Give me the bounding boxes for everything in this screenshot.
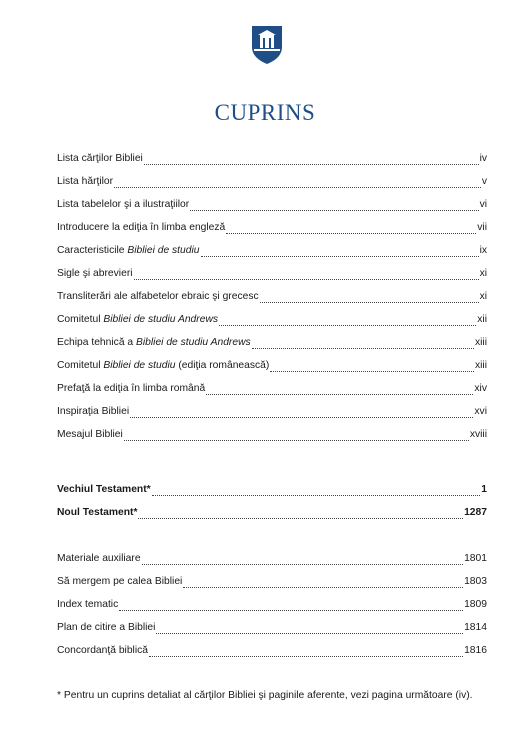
dot-leader: [130, 416, 473, 418]
toc-entry[interactable]: [57, 380, 487, 398]
toc-entry-title-part: Bibliei de studiu Andrews: [136, 337, 251, 348]
toc-entry-title-part: Materiale auxiliare: [57, 553, 141, 564]
toc-entry-title-part: Caracteristicile: [57, 245, 128, 256]
toc-entry-page-number: xiv: [474, 383, 487, 394]
dot-leader: [152, 494, 481, 496]
toc-entry-title-part: Bibliei de studiu Andrews: [103, 314, 219, 325]
toc-entry-title-part: Noul Testament*: [57, 507, 138, 518]
toc-entry[interactable]: [57, 619, 487, 637]
toc-entry-title-part: Mesajul Bibliei: [57, 429, 123, 440]
toc-entry-title: [57, 196, 189, 214]
dot-leader: [206, 393, 473, 395]
toc-entry-page-number: xiii: [474, 337, 487, 348]
toc-entry[interactable]: [57, 196, 487, 214]
institution-shield-logo-icon: [251, 25, 283, 65]
toc-entry-page-number: 1: [481, 484, 487, 495]
toc-entry-title-part: Transliterări ale alfabetelor ebraic şi grecesc: [57, 291, 259, 302]
dot-leader: [138, 517, 463, 519]
toc-entry-title: [57, 242, 200, 260]
toc-entry[interactable]: [57, 481, 487, 499]
toc-entry-title: [57, 403, 129, 421]
toc-entry-page-number: xi: [479, 268, 487, 279]
dot-leader: [144, 163, 479, 165]
toc-entry-page-number: 1814: [464, 622, 487, 633]
toc-entry-title: [57, 481, 151, 499]
toc-entry-title-part: Comitetul: [57, 314, 104, 325]
toc-entry-title: [57, 173, 113, 191]
toc-entry-title-part: Inspiraţia Bibliei: [57, 406, 130, 417]
toc-entry-title-part: Sigle şi abrevieri: [57, 268, 133, 279]
toc-entry-page-number: iv: [479, 153, 487, 164]
toc-entry[interactable]: [57, 334, 487, 352]
toc-entry-title-part: Index tematic: [57, 599, 119, 610]
toc-entry[interactable]: [57, 426, 487, 444]
toc-entry-title-part: Lista tabelelor şi a ilustraţiilor: [57, 199, 190, 210]
toc-entry[interactable]: [57, 242, 487, 260]
dot-leader: [260, 301, 479, 303]
toc-entry-page-number: v: [481, 176, 487, 187]
toc-entry-title: [57, 642, 148, 660]
dot-leader: [149, 655, 463, 657]
dot-leader: [114, 186, 481, 188]
toc-entry-title: [57, 573, 182, 591]
toc-entry-title: [57, 426, 123, 444]
toc-entry[interactable]: [57, 642, 487, 660]
toc-entry[interactable]: [57, 219, 487, 237]
dot-leader: [124, 439, 469, 441]
toc-entry-page-number: ix: [479, 245, 487, 256]
dot-leader: [142, 563, 464, 565]
toc-entry-title: [57, 150, 143, 168]
dot-leader: [270, 370, 474, 372]
dot-leader: [183, 586, 463, 588]
toc-entry-title-part: Lista hărţilor: [57, 176, 114, 187]
toc-entry-title-part: Lista cărţilor Bibliei: [57, 153, 143, 164]
toc-entry-page-number: 1809: [464, 599, 487, 610]
toc-entry[interactable]: [57, 550, 487, 568]
toc-entry-title-part: Comitetul: [57, 360, 104, 371]
toc-entry-page-number: vii: [477, 222, 487, 233]
toc-entry-title-part: Prefaţă la ediţia în limba română: [57, 383, 206, 394]
toc-entry[interactable]: [57, 311, 487, 329]
toc-entry-page-number: xii: [477, 314, 487, 325]
toc-entry[interactable]: [57, 173, 487, 191]
toc-entry-title: [57, 265, 133, 283]
toc-entry[interactable]: [57, 288, 487, 306]
toc-entry[interactable]: [57, 403, 487, 421]
toc-entry[interactable]: [57, 596, 487, 614]
toc-entry-title: [57, 380, 205, 398]
dot-leader: [226, 232, 476, 234]
toc-entry-title-part: Concordanţă biblică: [57, 645, 149, 656]
toc-entry-title: [57, 596, 118, 614]
toc-entry-title: [57, 311, 218, 329]
toc-entry-page-number: 1287: [464, 507, 487, 518]
dot-leader: [134, 278, 479, 280]
toc-entry-page-number: 1803: [464, 576, 487, 587]
dot-leader: [156, 632, 463, 634]
toc-entry-title: [57, 357, 269, 375]
toc-entry-title: [57, 219, 225, 237]
toc-entry-title: [57, 288, 259, 306]
toc-entry-page-number: 1816: [464, 645, 487, 656]
toc-entry-title-part: Echipa tehnică a: [57, 337, 136, 348]
toc-entry-title: [57, 550, 141, 568]
toc-entry-title-part: Să mergem pe calea Bibliei: [57, 576, 183, 587]
toc-entry-title: [57, 619, 155, 637]
dot-leader: [252, 347, 474, 349]
dot-leader: [190, 209, 478, 211]
toc-entry-title: [57, 334, 251, 352]
toc-entry[interactable]: [57, 504, 487, 522]
toc-entry[interactable]: [57, 357, 487, 375]
toc-entry-title: [57, 504, 137, 522]
toc-entry-page-number: 1801: [464, 553, 487, 564]
dot-leader: [201, 255, 479, 257]
toc-entry-page-number: vi: [479, 199, 487, 210]
toc-entry-title-part: Bibliei de studiu: [103, 360, 176, 371]
toc-entry[interactable]: [57, 573, 487, 591]
toc-entry-page-number: xi: [479, 291, 487, 302]
dot-leader: [219, 324, 476, 326]
toc-entry-title-part: Plan de citire a Bibliei: [57, 622, 156, 633]
toc-entry-page-number: xvi: [474, 406, 487, 417]
toc-entry-page-number: xiii: [474, 360, 487, 371]
toc-entry[interactable]: [57, 150, 487, 168]
toc-entry-page-number: xviii: [469, 429, 487, 440]
page-title: CUPRINS: [214, 100, 316, 125]
toc-entry-title-part: Bibliei de studiu: [127, 245, 200, 256]
toc-entry-title-part: Vechiul Testament*: [57, 484, 151, 495]
toc-entry-title-part: Introducere la ediţia în limba engleză: [57, 222, 226, 233]
dot-leader: [119, 609, 463, 611]
toc-entry[interactable]: [57, 265, 487, 283]
footnote: * Pentru un cuprins detaliat al cărţilor Bibliei şi paginile aferente, vezi pagina următoare (iv).: [57, 690, 473, 701]
toc-entry-title-part: (ediţia românească): [175, 360, 270, 371]
